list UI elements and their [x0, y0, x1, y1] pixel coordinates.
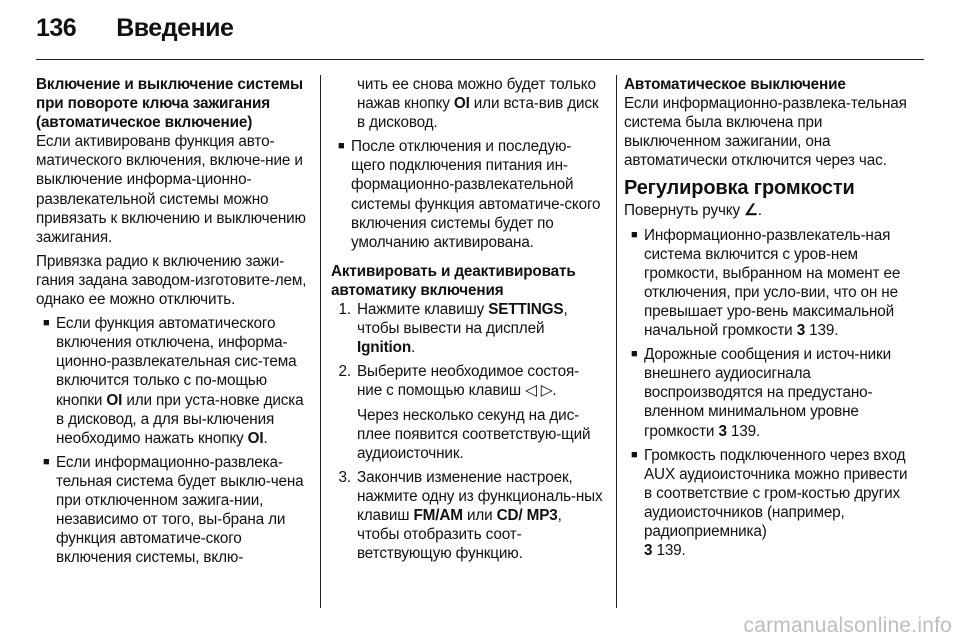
- ignition-menu-label: Ignition: [357, 339, 412, 357]
- section-heading-volume: Регулировка громкости: [624, 177, 855, 200]
- paragraph: Если активированв функция авто-матического включения, включе-ние и выключение информа-ционно-развлекательной системы можно привязать к включению и выключению зажигания.: [36, 133, 306, 246]
- numbered-step: 2. Выберите необходимое состоя-ние с помощью клавиш ◁ ▷.: [338, 363, 580, 400]
- bullet-text: Если информационно-развлека-тельная система будет выклю-чена при отключенном зажига-нии, независимо от того, вы-брана ли функция автоматиче-ского включения системы, вклю-: [56, 453, 304, 567]
- paragraph: Если информационно-развлека-тельная система была включена при выключенном зажигании, она автоматически отключится через час.: [624, 95, 907, 170]
- paragraph: Привязка радио к включению зажи-гания задана заводом-изготовите-лем, однако ее можно отключить.: [36, 252, 307, 309]
- numbered-step: 3. Закончив изменение настроек, нажмите одну из функциональ-ных клавиш FM/AM или CD/ MP3, чтобы отобразить соот-ветствующую функцию.: [338, 468, 603, 563]
- list-item: ■ Громкость подключенного через вход AUX аудиоисточника можно привести в соответствие с гром-костью других аудиоисточников (например, радиоприемника) 3 139.: [624, 446, 912, 561]
- column-2: [331, 75, 604, 568]
- numbered-step: 1. Нажмите клавишу SETTINGS, чтобы вывести на дисплей Ignition.: [338, 301, 568, 357]
- power-key-label: OI: [247, 429, 264, 447]
- step-note: Через несколько секунд на дис-плее появится соответствую-щий аудиоисточник.: [357, 406, 591, 462]
- section-heading-activate: Активировать и деактивировать автоматику включения: [331, 262, 576, 299]
- page-reference-icon: 3: [718, 422, 727, 440]
- page-reference: 139.: [656, 542, 686, 560]
- bullet-icon: ■: [631, 228, 638, 241]
- bullet-icon: ■: [43, 455, 50, 468]
- page-title: Введение: [116, 14, 234, 42]
- list-item: [331, 137, 604, 252]
- bullet-text: Если функция автоматического включения отключена, информа-ционно-развлекательная сис-тема включится только с по-мощью кнопки: [56, 315, 297, 409]
- power-key-label: OI: [106, 391, 123, 409]
- paragraph: Повернуть ручку ∠.: [624, 202, 762, 220]
- bullet-icon: ■: [338, 140, 345, 153]
- list-item: ■ Информационно-развлекатель-ная система включится с уров-нем громкости, выбранном на момент ее отключения, при усло-вии, что он не превышает уро-вень максимальной начальной громкости 3 139.: [624, 226, 912, 341]
- watermark: carmanualsonline.info: [743, 614, 952, 637]
- page-reference-icon: 3: [796, 322, 806, 340]
- bullet-icon: ■: [43, 317, 50, 330]
- page-number: 136: [36, 14, 77, 42]
- bullet-text: После отключения и последую-щего подключения питания ин-формационно-развлекательной системы функция автоматиче-ского включения системы будет по умолчанию активирована.: [351, 138, 601, 251]
- cd-mp3-key-label: CD/ MP3: [496, 506, 558, 524]
- arrow-keys-icon: ◁ ▷: [525, 382, 553, 400]
- list-item: [36, 453, 308, 568]
- bullet-icon: ■: [631, 448, 638, 461]
- column-3: [624, 75, 912, 565]
- fm-am-key-label: FM/AM: [413, 506, 463, 524]
- bullet-icon: ■: [631, 348, 638, 361]
- page-header: [36, 14, 233, 43]
- settings-key-label: SETTINGS: [488, 301, 564, 319]
- column-divider-2: [616, 75, 617, 608]
- header-rule: [36, 59, 924, 60]
- page-reference: 139.: [730, 422, 761, 440]
- list-item: ■ Дорожные сообщения и источ-ники внешнего аудиосигнала воспроизводятся на предустано-вленном минимальном уровне громкости 3 139.: [624, 345, 912, 440]
- power-key-label: OI: [453, 95, 470, 113]
- page-reference: 139.: [809, 322, 839, 340]
- section-heading-auto-on: Включение и выключение системы при повороте ключа зажигания (автоматическое включение): [36, 76, 303, 132]
- list-item: ■ Если функция автоматического включения отключена, информа-ционно-развлекательная сис-тема включится только с по-мощью кнопки OI или при уста-новке диска в дисковод, а для вы-ключения необходимо нажать кнопку OI.: [36, 314, 308, 448]
- page-reference-icon: 3: [644, 542, 653, 560]
- bullet-text: или при уста-новке диска в дисковод, а для вы-ключения необходимо нажать кнопку: [56, 391, 304, 447]
- column-divider-1: [320, 75, 321, 608]
- volume-knob-icon: ∠: [744, 202, 758, 220]
- section-heading-auto-off: Автоматическое выключение: [624, 76, 846, 93]
- paragraph-continued: чить ее снова можно будет только нажав кнопку OI или вста-вив диск в дисковод.: [357, 76, 599, 132]
- column-1: [36, 75, 308, 572]
